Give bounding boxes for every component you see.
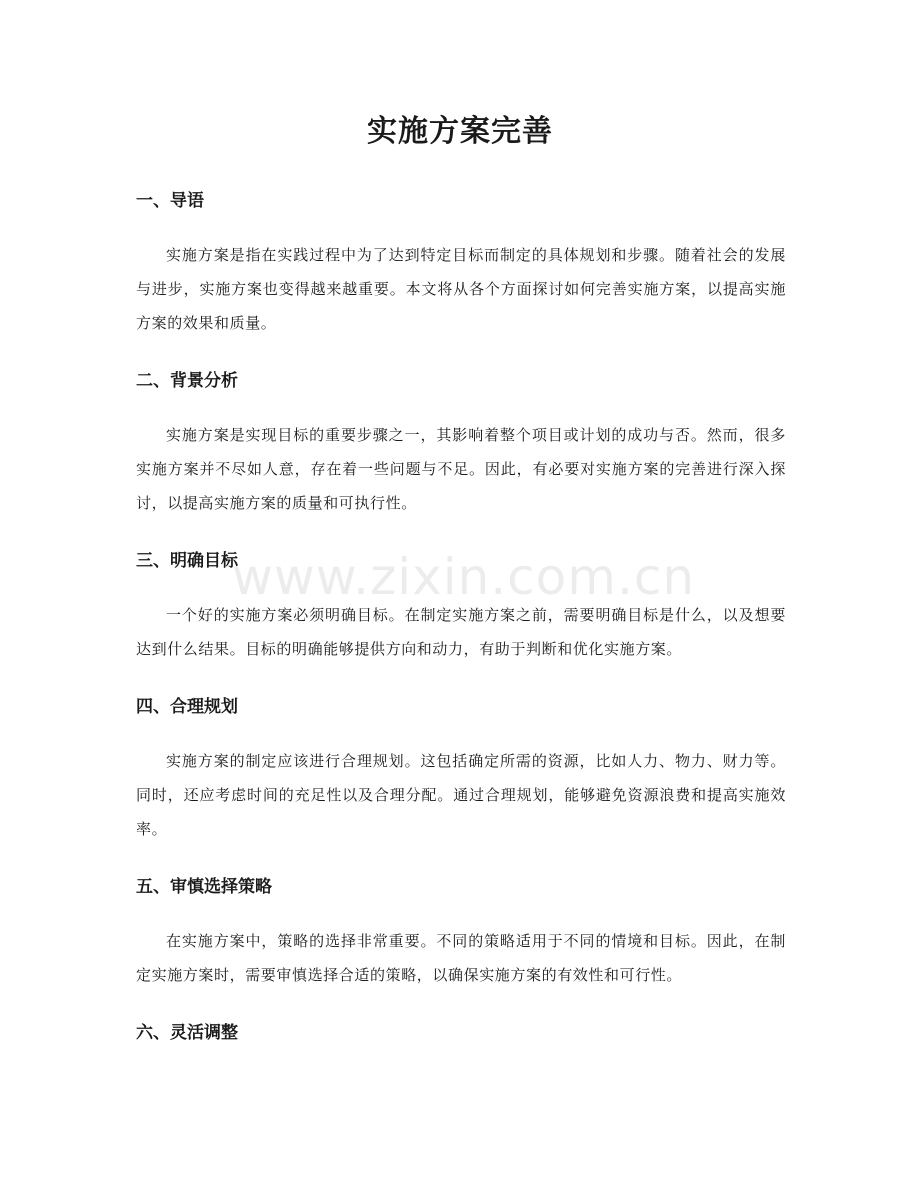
section-body: 实施方案是指在实践过程中为了达到特定目标而制定的具体规划和步骤。随着社会的发展与进步，实施方案也变得越来越重要。本文将从各个方面探讨如何完善实施方案，以提高实施方案的效果和质量。 [136, 246, 786, 332]
document-content [136, 184, 786, 1050]
section-body: 一个好的实施方案必须明确目标。在制定实施方案之前，需要明确目标是什么，以及想要达到什么结果。目标的明确能够提供方向和动力，有助于判断和优化实施方案。 [136, 606, 786, 658]
section-goals [136, 544, 786, 666]
section-heading: 三、明确目标 [136, 551, 238, 571]
section-heading: 二、背景分析 [136, 371, 238, 391]
section-heading: 四、合理规划 [136, 697, 238, 717]
section-heading: 五、审慎选择策略 [136, 877, 272, 897]
section-body: 在实施方案中，策略的选择非常重要。不同的策略适用于不同的情境和目标。因此，在制定实施方案时，需要审慎选择合适的策略，以确保实施方案的有效性和可行性。 [136, 932, 786, 984]
section-body: 实施方案是实现目标的重要步骤之一，其影响着整个项目或计划的成功与否。然而，很多实施方案并不尽如人意，存在着一些问题与不足。因此，有必要对实施方案的完善进行深入探讨，以提高实施方案的质量和可执行性。 [136, 426, 786, 512]
section-heading: 六、灵活调整 [136, 1023, 238, 1043]
section-body: 实施方案的制定应该进行合理规划。这包括确定所需的资源，比如人力、物力、财力等。同时，还应考虑时间的充足性以及合理分配。通过合理规划，能够避免资源浪费和提高实施效率。 [136, 752, 786, 838]
section-intro [136, 184, 786, 340]
watermark: www.zixin.com.cn [232, 548, 696, 606]
document-title: 实施方案完善 [367, 114, 553, 149]
section-background [136, 364, 786, 520]
section-strategy [136, 870, 786, 992]
section-adjustment [136, 1016, 786, 1050]
section-heading: 一、导语 [136, 191, 204, 211]
section-planning [136, 690, 786, 846]
